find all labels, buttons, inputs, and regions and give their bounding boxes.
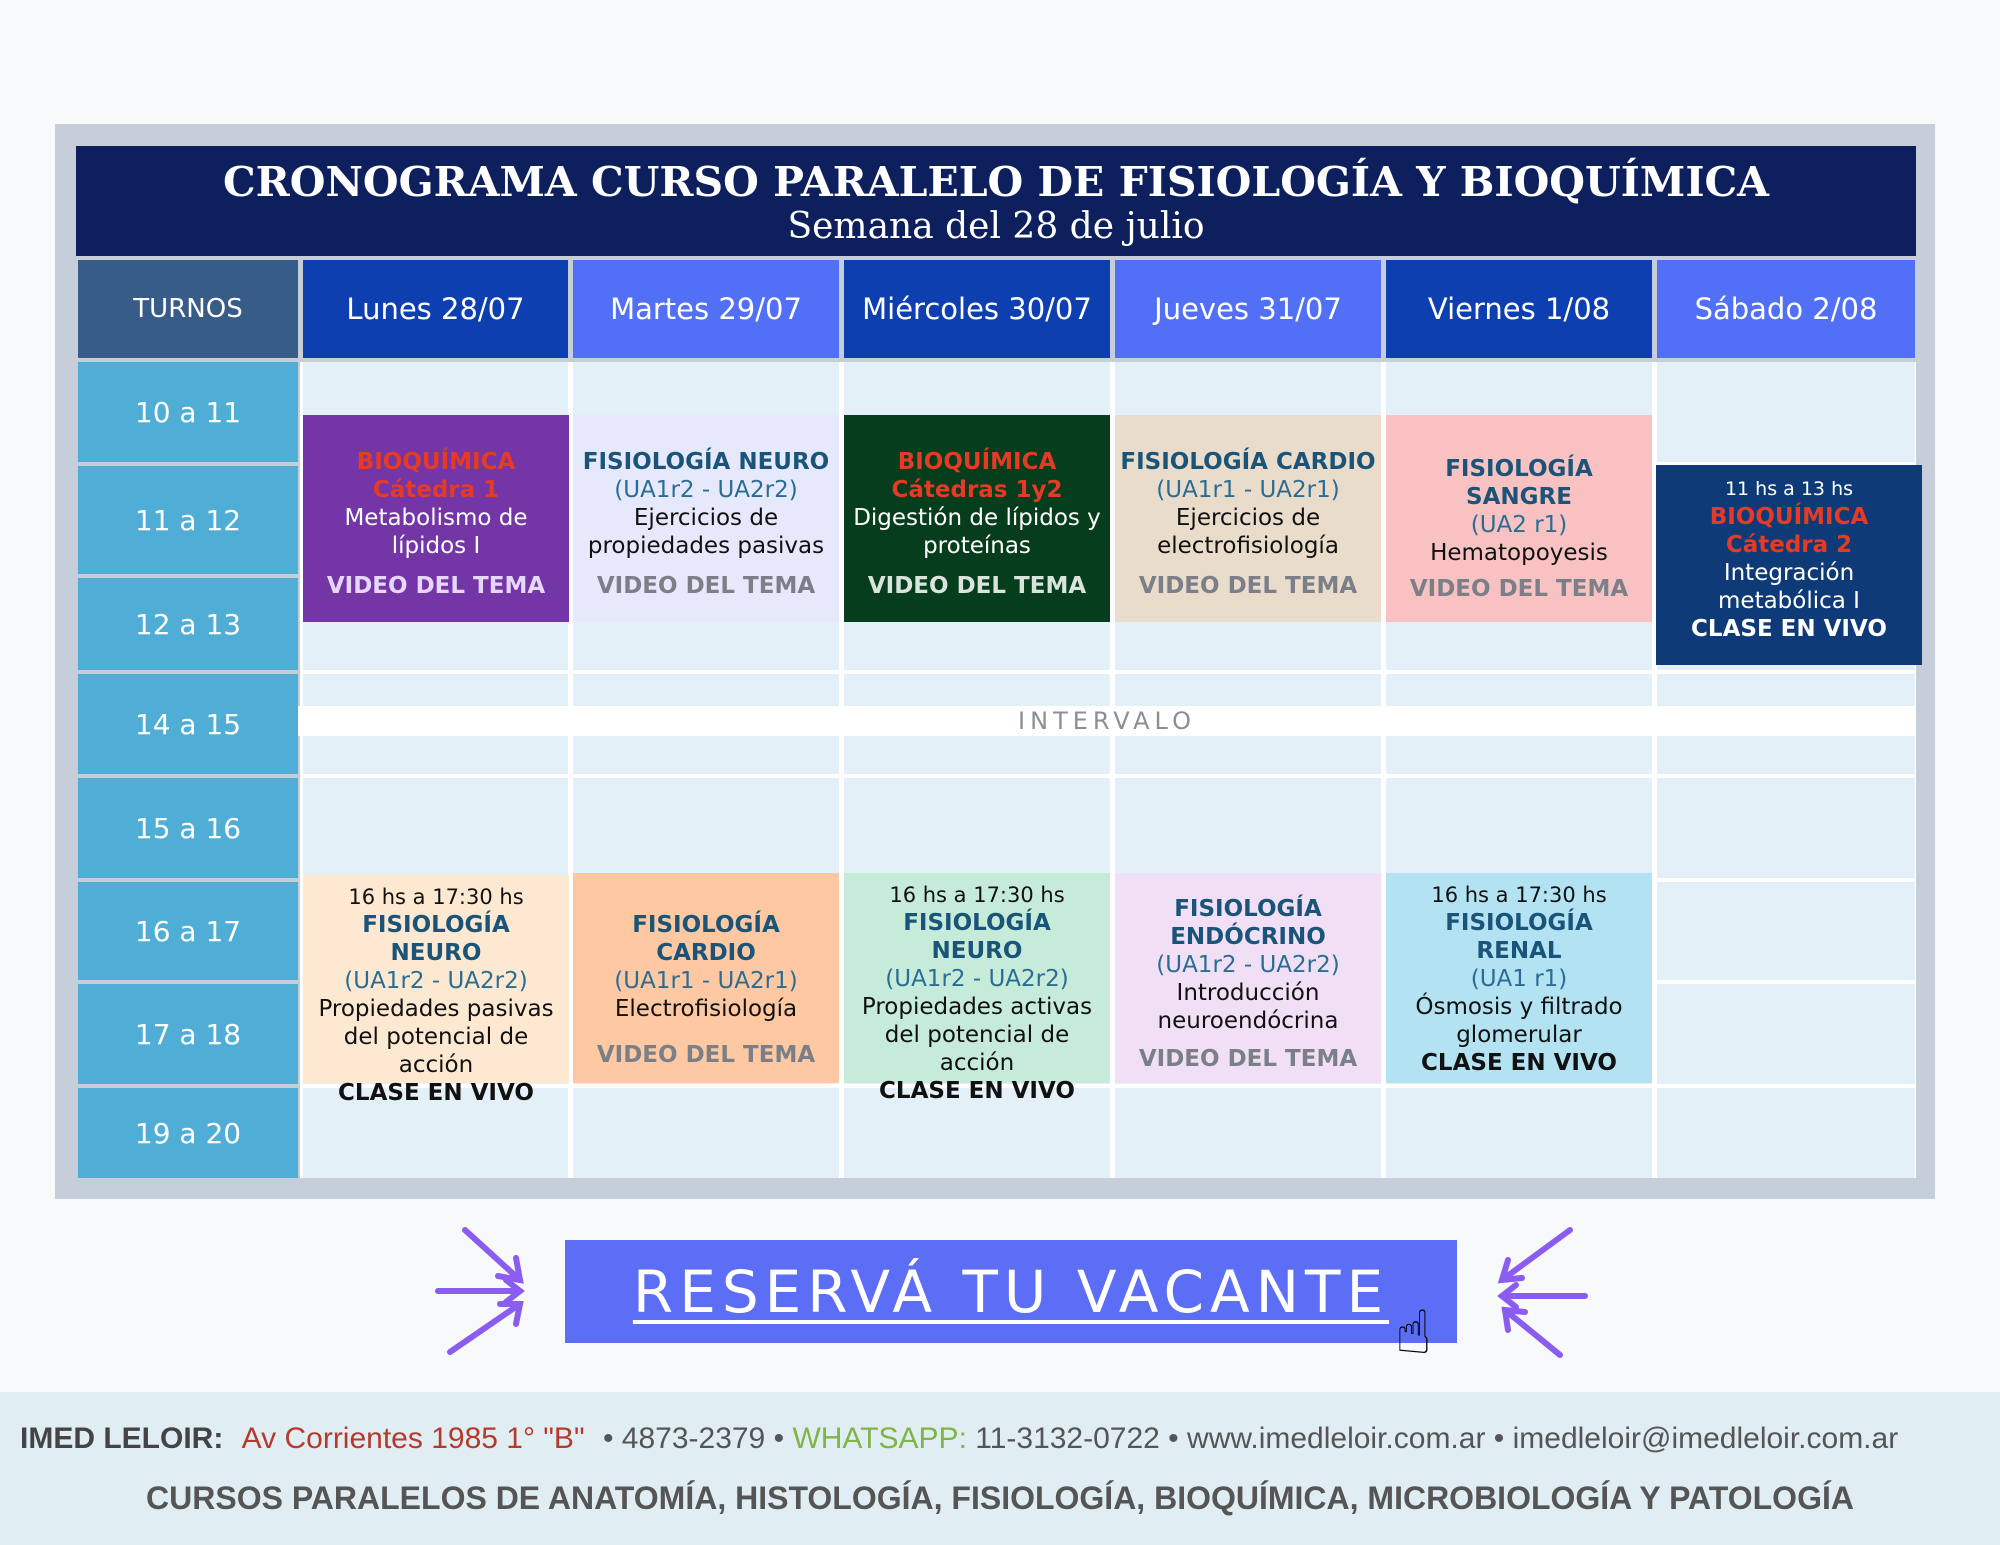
block-subject: FISIOLOGÍA <box>362 912 510 938</box>
block-subject: FISIOLOGÍA <box>1445 910 1593 936</box>
block-units: (UA2 r1) <box>1470 512 1568 538</box>
grid-cell <box>573 1088 839 1178</box>
footer-phone: • 4873-2379 • <box>602 1422 785 1455</box>
block-tag: CLASE EN VIVO <box>1421 1050 1617 1076</box>
block-subject-2: NEURO <box>931 938 1023 964</box>
block-topic-2: metabólica I <box>1718 588 1860 614</box>
turno-16-17: 16 a 17 <box>78 882 298 980</box>
block-tag: VIDEO DEL TEMA <box>596 1042 816 1068</box>
turno-19-20: 19 a 20 <box>78 1088 298 1178</box>
block-topic-2: lípidos I <box>391 533 481 559</box>
block-units: (UA1r2 - UA2r2) <box>885 966 1069 992</box>
grid-cell <box>1657 984 1915 1084</box>
block-subject: BIOQUÍMICA <box>356 449 516 475</box>
header-miercoles: Miércoles 30/07 <box>844 260 1110 358</box>
grid-cell <box>1657 1088 1915 1178</box>
block-subject-2: ENDÓCRINO <box>1170 924 1326 950</box>
footer-contact <box>20 1422 1898 1456</box>
grid-cell <box>1115 1088 1381 1178</box>
block-subject: BIOQUÍMICA <box>1709 504 1869 530</box>
grid-cell <box>1657 778 1915 878</box>
footer-brand: IMED LELOIR: <box>20 1422 224 1455</box>
block-units: (UA1r2 - UA2r2) <box>344 968 528 994</box>
block-subject: FISIOLOGÍA <box>1445 456 1593 482</box>
page-title: CRONOGRAMA CURSO PARALELO DE FISIOLOGÍA Y BIOQUÍMICA <box>223 158 1769 206</box>
block-sat-am <box>1656 465 1922 665</box>
turno-11-12: 11 a 12 <box>78 466 298 574</box>
intervalo-band: INTERVALO <box>298 706 1916 736</box>
grid-cell <box>1115 778 1381 878</box>
block-units: (UA1r1 - UA2r1) <box>1156 477 1340 503</box>
block-topic-2: electrofisiología <box>1157 533 1339 559</box>
block-time: 16 hs a 17:30 hs <box>889 883 1065 907</box>
block-subject: BIOQUÍMICA <box>897 449 1057 475</box>
block-tag: VIDEO DEL TEMA <box>596 573 816 599</box>
block-topic-2: proteínas <box>923 533 1031 559</box>
footer <box>0 1392 2000 1545</box>
footer-whatsapp-number[interactable]: 11-3132-0722 • www.imedleloir.com.ar • imedleloir@imedleloir.com.ar <box>975 1422 1899 1455</box>
block-tag: CLASE EN VIVO <box>338 1080 534 1106</box>
block-units: (UA1r2 - UA2r2) <box>614 477 798 503</box>
block-subject-2: CARDIO <box>656 940 756 966</box>
block-subject: FISIOLOGÍA <box>632 912 780 938</box>
block-units: (UA1r1 - UA2r1) <box>614 968 798 994</box>
block-topic: Ósmosis y filtrado <box>1415 994 1623 1020</box>
block-topic-2: glomerular <box>1456 1022 1582 1048</box>
block-subject: FISIOLOGÍA <box>903 910 1051 936</box>
block-subject-2: SANGRE <box>1466 484 1572 510</box>
block-thu-pm <box>1115 873 1381 1083</box>
block-tag: VIDEO DEL TEMA <box>1409 576 1629 602</box>
title-bar <box>76 146 1916 256</box>
turno-15-16: 15 a 16 <box>78 778 298 878</box>
block-tag: VIDEO DEL TEMA <box>326 573 546 599</box>
grid-cell <box>1386 1088 1652 1178</box>
grid-cell <box>1657 362 1915 462</box>
block-subject-2: RENAL <box>1476 938 1562 964</box>
turno-12-13: 12 a 13 <box>78 578 298 670</box>
arrows-left-icon <box>420 1220 540 1370</box>
header-lunes: Lunes 28/07 <box>303 260 568 358</box>
grid-cell <box>844 778 1110 878</box>
footer-address: Av Corrientes 1985 1° "B" <box>241 1422 585 1455</box>
block-subject: FISIOLOGÍA CARDIO <box>1120 449 1376 475</box>
grid-cell <box>1386 778 1652 878</box>
turno-14-15: 14 a 15 <box>78 674 298 774</box>
block-tag: CLASE EN VIVO <box>1691 616 1887 642</box>
block-topic-2: propiedades pasivas <box>587 533 825 559</box>
block-wed-pm <box>844 873 1110 1104</box>
block-time: 16 hs a 17:30 hs <box>1431 883 1607 907</box>
footer-whatsapp-label: WHATSAPP: <box>792 1422 967 1455</box>
block-topic: Introducción <box>1176 980 1320 1006</box>
header-sabado: Sábado 2/08 <box>1657 260 1915 358</box>
grid-cell <box>1657 882 1915 980</box>
block-topic: Integración <box>1723 560 1855 586</box>
block-catedra: Cátedra 1 <box>372 477 500 503</box>
block-tag: CLASE EN VIVO <box>879 1078 1075 1104</box>
reserve-button-label: RESERVÁ TU VACANTE <box>632 1258 1390 1326</box>
block-tue-am <box>573 415 839 622</box>
pointing-hand-icon: ☝ <box>1395 1298 1432 1368</box>
page-subtitle: Semana del 28 de julio <box>787 206 1205 247</box>
header-viernes: Viernes 1/08 <box>1386 260 1652 358</box>
block-time: 11 hs a 13 hs <box>1724 478 1854 500</box>
block-catedra: Cátedra 2 <box>1725 532 1853 558</box>
block-units: (UA1 r1) <box>1470 966 1568 992</box>
header-martes: Martes 29/07 <box>573 260 839 358</box>
header-turnos: TURNOS <box>78 260 298 358</box>
reserve-button[interactable] <box>565 1240 1457 1343</box>
block-mon-am <box>303 415 569 622</box>
block-subject-2: NEURO <box>390 940 482 966</box>
block-topic: Propiedades activas <box>861 994 1093 1020</box>
block-tue-pm <box>573 873 839 1083</box>
block-topic: Hematopoyesis <box>1430 540 1608 566</box>
block-units: (UA1r2 - UA2r2) <box>1156 952 1340 978</box>
block-wed-am <box>844 415 1110 622</box>
block-fri-am <box>1386 415 1652 622</box>
block-topic: Digestión de lípidos y <box>853 505 1101 531</box>
block-topic-2: del potencial de acción <box>884 1022 1070 1076</box>
block-topic: Ejercicios de <box>1175 505 1321 531</box>
block-thu-am <box>1115 415 1381 622</box>
footer-courses: CURSOS PARALELOS DE ANATOMÍA, HISTOLOGÍA, FISIOLOGÍA, BIOQUÍMICA, MICROBIOLOGÍA Y PATOLOGÍA <box>146 1480 1854 1516</box>
block-mon-pm <box>303 875 569 1106</box>
block-tag: VIDEO DEL TEMA <box>1138 1046 1358 1072</box>
grid-cell <box>573 778 839 878</box>
block-topic: Electrofisiología <box>614 996 798 1022</box>
block-time: 16 hs a 17:30 hs <box>348 885 524 909</box>
block-catedra: Cátedras 1y2 <box>891 477 1063 503</box>
block-fri-pm <box>1386 873 1652 1083</box>
block-topic: Ejercicios de <box>633 505 779 531</box>
grid-cell <box>303 778 568 878</box>
block-subject: FISIOLOGÍA <box>1174 896 1322 922</box>
block-subject: FISIOLOGÍA NEURO <box>582 449 830 475</box>
turno-17-18: 17 a 18 <box>78 984 298 1084</box>
arrows-right-icon <box>1480 1220 1600 1370</box>
block-topic: Metabolismo de <box>344 505 528 531</box>
header-jueves: Jueves 31/07 <box>1115 260 1381 358</box>
block-topic-2: neuroendócrina <box>1157 1008 1339 1034</box>
block-topic-2: del potencial de acción <box>343 1024 529 1078</box>
block-topic: Propiedades pasivas <box>318 996 554 1022</box>
turno-10-11: 10 a 11 <box>78 362 298 462</box>
block-tag: VIDEO DEL TEMA <box>867 573 1087 599</box>
block-tag: VIDEO DEL TEMA <box>1138 573 1358 599</box>
